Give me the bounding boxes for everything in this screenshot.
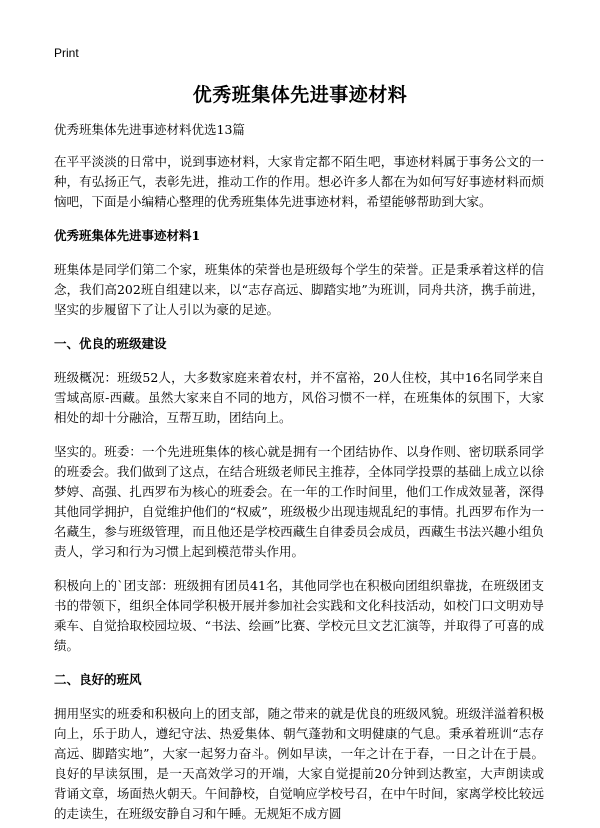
section1-paragraph-2: 坚实的。班委：一个先进班集体的核心就是拥有一个团结协作、以身作则、密切联系同学的班委会。我们做到了这点，在结合班级老师民主推荐，全体同学投票的基础上成立以徐梦婷、高强、扎西罗布为核心的班委会。在一年的工作时间里，他们工作成效显著，深得其他同学拥护，自觉维护他们的“权威”，班级极少出现违规乱纪的事情。扎西罗布作为一名藏生，参与班级管理，而且他还是学校西藏生自律委员会成员，西藏生书法兴趣小组负责人，学习和行为习惯上起到模范带头作用。 xyxy=(54,444,544,559)
document-title: 优秀班集体先进事迹材料 xyxy=(192,84,408,106)
print-link[interactable]: Print xyxy=(54,46,79,60)
article-heading: 优秀班集体先进事迹材料1 xyxy=(54,228,201,243)
section1-paragraph-1: 班级概况：班级52人，大多数家庭来着农村，并不富裕，20人住校，其中16名同学来自雪域高原-西藏。虽然大家来自不同的地方，风俗习惯不一样，在班集体的氛围下，大家相处的却十分融洽，互帮互助，团结向上。 xyxy=(54,370,544,425)
section1-paragraph-3: 积极向上的`团支部：班级拥有团员41名，其他同学也在积极向团组织靠拢，在班级团支书的带领下，组织全体同学积极开展并参加社会实践和文化科技活动，如校门口文明劝导乘车、自觉拾取校园垃圾、“书法、绘画”比赛、学校元旦文艺汇演等，并取得了可喜的成绩。 xyxy=(54,578,544,653)
section2-paragraph-1: 拥用坚实的班委和积极向上的团支部，随之带来的就是优良的班级风貌。班级洋溢着积极向上，乐于助人，遵纪守法、热爱集体、朝气蓬勃和文明健康的气息。秉承着班训“志存高远、脚踏实地”，大家一起努力奋斗。例如早读，一年之计在于春，一日之计在于晨。良好的早读氛围，是一天高效学习的开端，大家自觉提前20分钟到达教室，大声朗读或背诵文章，场面热火朝天。午间静校，自觉响应学校号召，在中午时间，家离学校比较远的走读生，在班级安静自习和午睡。无规矩不成方圆 xyxy=(54,706,544,821)
intro-paragraph: 在平平淡淡的日常中，说到事迹材料，大家肯定都不陌生吧，事迹材料属于事务公文的一种，有弘扬正气，表彰先进，推动工作的作用。想必许多人都在为如何写好事迹材料而烦恼吧，下面是小编精心整理的优秀班集体先进事迹材料，希望能够帮助到大家。 xyxy=(54,154,544,209)
article-intro-paragraph: 班集体是同学们第二个家，班集体的荣誉也是班级每个学生的荣誉。正是秉承着这样的信念，我们高202班自组建以来，以“志存高远、脚踏实地”为班训，同舟共济，携手前进，坚实的步履留下了让人引以为豪的足迹。 xyxy=(54,262,544,317)
document-subtitle: 优秀班集体先进事迹材料优选13篇 xyxy=(54,122,245,137)
document-body xyxy=(54,120,544,828)
section1-heading: 一、优良的班级建设 xyxy=(54,336,167,351)
section2-heading: 二、良好的班风 xyxy=(54,672,142,687)
